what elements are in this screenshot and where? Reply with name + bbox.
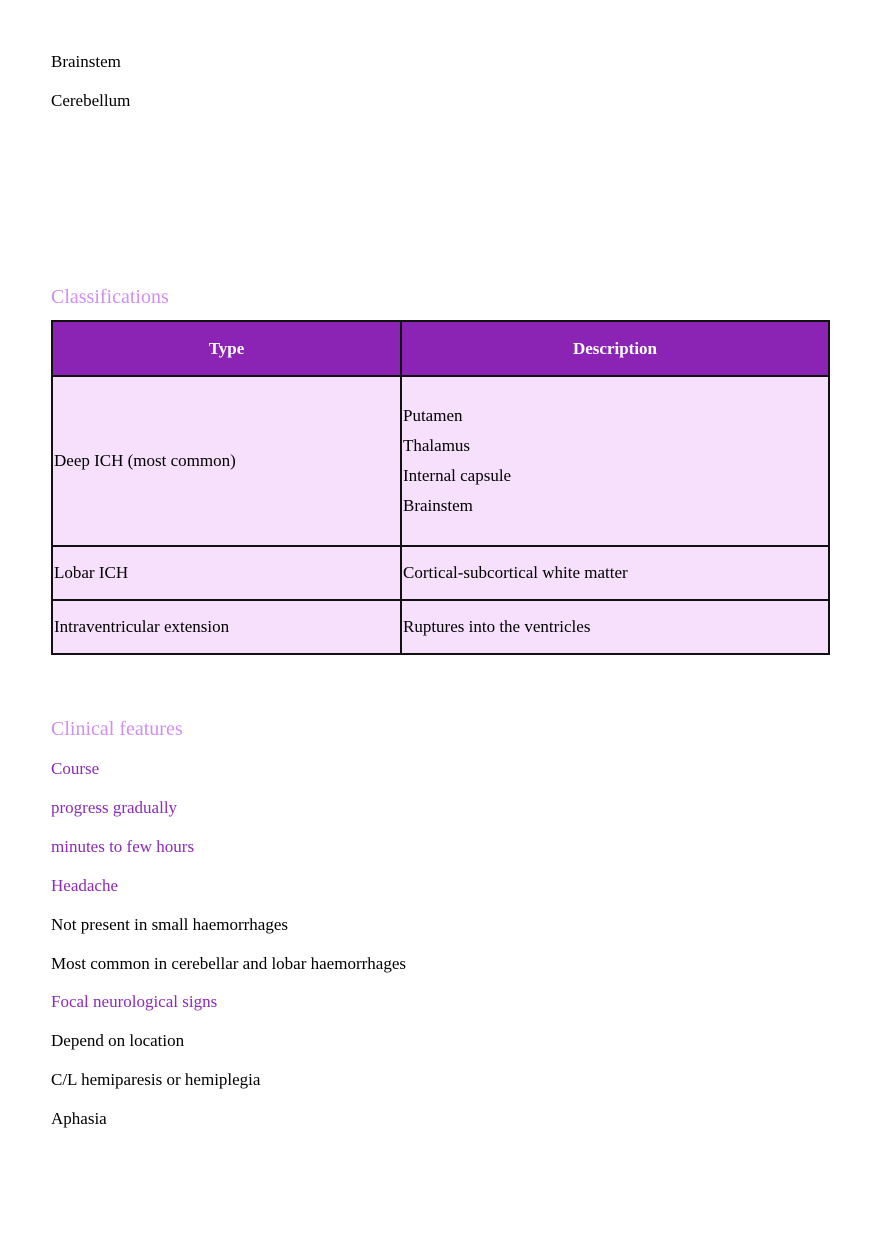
headache-item: Most common in cerebellar and lobar haemorrhages bbox=[51, 954, 406, 973]
description-cell: Cortical-subcortical white matter bbox=[401, 546, 829, 600]
description-item: Brainstem bbox=[403, 495, 473, 515]
description-item: Internal capsule bbox=[403, 465, 512, 485]
type-column-header: Type bbox=[52, 321, 401, 376]
description-cell: Ruptures into the ventricles bbox=[401, 600, 829, 654]
description-column-header: Description bbox=[401, 321, 829, 376]
type-cell: Lobar ICH bbox=[52, 546, 401, 600]
type-cell: Intraventricular extension bbox=[52, 600, 401, 654]
description-item: Putamen bbox=[403, 405, 463, 425]
table-row bbox=[52, 546, 829, 600]
focal-signs-item: Aphasia bbox=[51, 1109, 107, 1128]
description-cell bbox=[401, 376, 829, 546]
course-item: minutes to few hours bbox=[51, 837, 195, 856]
description-item: Thalamus bbox=[403, 435, 471, 455]
focal-signs-item: C/L hemiparesis or hemiplegia bbox=[51, 1070, 261, 1089]
list-item-brainstem: Brainstem bbox=[51, 52, 121, 71]
classifications-heading: Classifications bbox=[51, 286, 169, 308]
clinical-features-heading: Clinical features bbox=[51, 718, 183, 740]
focal-signs-subheading: Focal neurological signs bbox=[51, 992, 218, 1011]
course-subheading: Course bbox=[51, 759, 100, 778]
headache-item: Not present in small haemorrhages bbox=[51, 915, 288, 934]
classifications-table bbox=[51, 320, 830, 655]
table-header-row bbox=[52, 321, 829, 376]
headache-subheading: Headache bbox=[51, 876, 119, 895]
type-cell: Deep ICH (most common) bbox=[52, 376, 401, 546]
table-row bbox=[52, 376, 829, 546]
list-item-cerebellum: Cerebellum bbox=[51, 91, 131, 110]
table-row bbox=[52, 600, 829, 654]
course-item: progress gradually bbox=[51, 798, 178, 817]
focal-signs-item: Depend on location bbox=[51, 1031, 185, 1050]
